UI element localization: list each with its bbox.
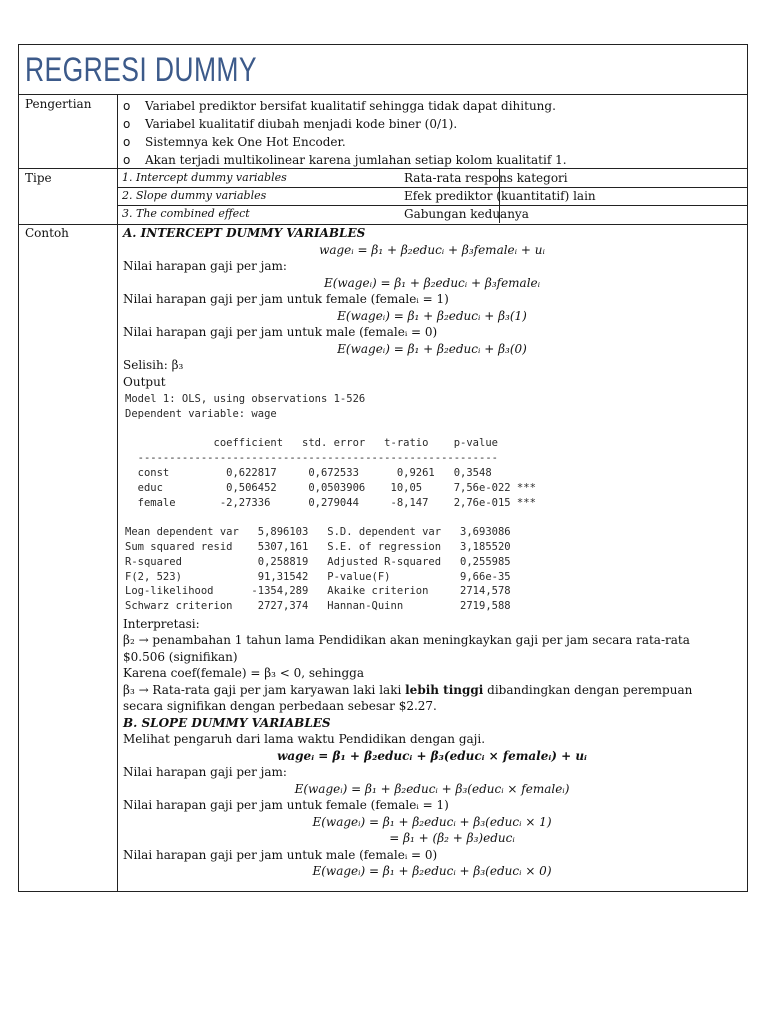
tipe-row: [19, 169, 747, 225]
tipe-desc: Rata-rata respons kategori: [404, 171, 568, 185]
text-line: secara signifikan dengan perbedaan sebesar $2.27.: [123, 699, 437, 714]
bullet-text: Variabel prediktor bersifat kualitatif sehingga tidak dapat dihitung.: [145, 99, 556, 113]
table-row: [118, 169, 747, 188]
pengertian-bullets: [123, 97, 741, 169]
text-line: Nilai harapan gaji per jam untuk male (femaleᵢ = 0): [123, 847, 438, 862]
contoh-row: [19, 225, 747, 891]
bullet-marker: o: [123, 99, 131, 113]
text-line: Nilai harapan gaji per jam untuk female (femaleᵢ = 1): [123, 292, 449, 306]
text-line: Karena coef(female) = β₃ < 0, sehingga: [123, 666, 364, 681]
text-line: [123, 682, 741, 699]
text-line: Nilai harapan gaji per jam untuk male (femaleᵢ = 0): [123, 325, 438, 339]
tipe-desc: Efek prediktor (kuantitatif) lain: [404, 189, 596, 203]
list-item: [123, 115, 741, 133]
tipe-desc: Gabungan keduanya: [404, 207, 529, 221]
equation: wageᵢ = β₁ + β₂educᵢ + β₃femaleᵢ + uᵢ: [319, 242, 545, 257]
bullet-marker: o: [123, 117, 131, 131]
pengertian-row: [19, 95, 747, 169]
tipe-name: 3. The combined effect: [122, 207, 250, 220]
text-line: Selisih: β₃: [123, 358, 184, 372]
column-divider: [117, 225, 118, 891]
column-divider: [117, 95, 118, 168]
table-row: [118, 187, 747, 206]
pengertian-label: Pengertian: [25, 97, 92, 111]
text-line: Output: [123, 374, 166, 389]
bullet-text: Sistemnya kek One Hot Encoder.: [145, 135, 346, 149]
emphasis-text: lebih tinggi: [405, 682, 484, 697]
page-title: REGRESI DUMMY: [25, 51, 257, 89]
table-row: [118, 205, 747, 223]
section-b-heading: B. SLOPE DUMMY VARIABLES: [123, 715, 331, 730]
text-line: Nilai harapan gaji per jam:: [123, 765, 287, 780]
equation: E(wageᵢ) = β₁ + β₂educᵢ + β₃femaleᵢ: [323, 275, 541, 290]
text-line: Melihat pengaruh dari lama waktu Pendidikan dengan gaji.: [123, 732, 486, 747]
list-item: [123, 151, 741, 169]
bullet-text: Akan terjadi multikolinear karena jumlahan setiap kolom kualitatif 1.: [145, 153, 567, 167]
section-a-heading: A. INTERCEPT DUMMY VARIABLES: [123, 226, 366, 240]
list-item: [123, 133, 741, 151]
list-item: [123, 97, 741, 115]
tipe-label: Tipe: [25, 171, 52, 185]
equation: E(wageᵢ) = β₁ + β₂educᵢ + β₃(educᵢ × 1): [312, 814, 552, 829]
tipe-name: 2. Slope dummy variables: [122, 189, 267, 202]
equation: wageᵢ = β₁ + β₂educᵢ + β₃(educᵢ × femaleᵢ) + uᵢ: [277, 748, 587, 763]
equation: E(wageᵢ) = β₁ + β₂educᵢ + β₃(1): [337, 308, 527, 323]
tipe-name: 1. Intercept dummy variables: [122, 171, 287, 184]
text-span: dibandingkan dengan perempuan: [483, 682, 693, 697]
contoh-content: [123, 225, 741, 880]
equation: = β₁ + (β₂ + β₃)educᵢ: [389, 831, 515, 846]
equation: E(wageᵢ) = β₁ + β₂educᵢ + β₃(educᵢ × 0): [312, 864, 552, 879]
text-line: Interpretasi:: [123, 616, 200, 631]
text-line: Nilai harapan gaji per jam untuk female (femaleᵢ = 1): [123, 798, 449, 813]
equation: E(wageᵢ) = β₁ + β₂educᵢ + β₃(educᵢ × femaleᵢ): [294, 781, 570, 796]
bullet-marker: o: [123, 135, 131, 149]
equation: E(wageᵢ) = β₁ + β₂educᵢ + β₃(0): [337, 341, 527, 356]
text-span: β₃ → Rata-rata gaji per jam karyawan laki laki: [123, 682, 406, 697]
contoh-label: Contoh: [25, 226, 69, 240]
title-row: [19, 45, 747, 95]
text-line: β₂ → penambahan 1 tahun lama Pendidikan akan meningkaykan gaji per jam secara rata-rata: [123, 633, 690, 648]
bullet-marker: o: [123, 153, 131, 167]
ols-output: Model 1: OLS, using observations 1-526 Dependent variable: wage coefficient std. error t-ratio p-value --------------------------------------------------------- const 0,622817 0,672533 0,9261 0,3548 educ 0,506452 0,0503906 10,05 7,56e-022 *** female -2,27336 0,279044 -8,147 2,76e-015 *** Mean dependent var 5,896103 S.D. dependent var 3,693086 Sum squared resid 5307,161 S.E. of regression 3,185520 R-squared 0,258819 Adjusted R-squared 0,255985 F(2, 523) 91,31542 P-value(F) 9,66e-35 Log-likelihood -1354,289 Akaike criterion 2714,578 Schwarz criterion 2727,374 Hannan-Quinn 2719,588: [125, 393, 536, 613]
bullet-text: Variabel kualitatif diubah menjadi kode biner (0/1).: [145, 117, 458, 131]
text-line: Nilai harapan gaji per jam:: [123, 259, 287, 273]
text-line: $0.506 (signifikan): [123, 649, 238, 664]
document-table: [18, 44, 748, 892]
